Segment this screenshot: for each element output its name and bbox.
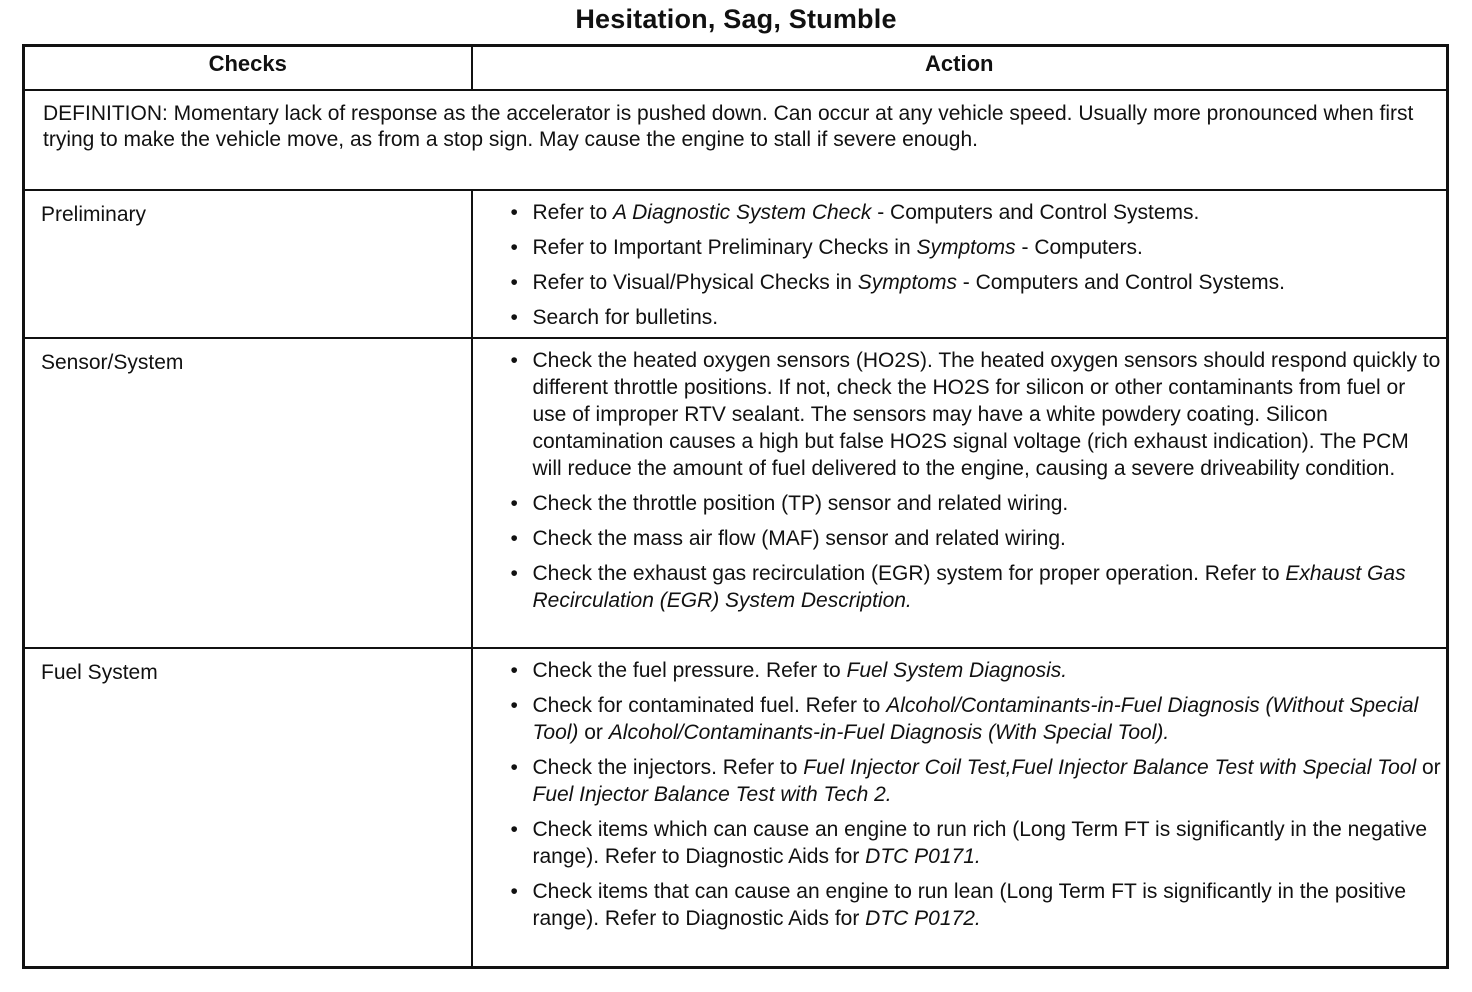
bullet-icon: •	[510, 527, 518, 550]
action-text: - Computers.	[1015, 236, 1143, 259]
bullet-icon: •	[510, 756, 518, 779]
bullet-icon: •	[510, 306, 518, 329]
bullet-icon: •	[510, 562, 518, 585]
check-label-fuel-system: Fuel System	[24, 648, 472, 968]
action-text: Refer to Visual/Physical Checks in	[532, 271, 858, 294]
bullet-icon: •	[510, 880, 518, 903]
checks-column-header: Checks	[24, 46, 472, 91]
action-text: - Computers and Control Systems.	[956, 271, 1285, 294]
action-item	[501, 816, 1443, 870]
action-text: - Computers and Control Systems.	[871, 201, 1200, 224]
bullet-icon: •	[510, 349, 518, 372]
action-text: Check items which can cause an engine to run rich (Long Term FT is significantly in the negative range). Refer to Diagnostic Aids for	[532, 818, 1428, 868]
action-item	[501, 347, 1443, 482]
action-reference-text: DTC P0171.	[865, 845, 981, 868]
action-list	[501, 347, 1443, 614]
action-item	[501, 490, 1443, 517]
table-row-sensor-system	[24, 338, 1448, 648]
definition-row	[24, 90, 1448, 190]
actions-cell-fuel-system	[472, 648, 1448, 968]
action-reference-text: A Diagnostic System Check	[613, 201, 872, 224]
table-row-preliminary	[24, 190, 1448, 338]
action-reference-text: DTC P0172.	[865, 907, 981, 930]
action-item	[501, 269, 1443, 296]
action-item	[501, 657, 1443, 684]
action-text: Check the throttle position (TP) sensor and related wiring.	[532, 492, 1069, 515]
action-reference-text: Fuel Injector Coil Test,Fuel Injector Balance Test with Special Tool	[803, 756, 1417, 779]
header-row	[24, 46, 1448, 91]
page-title: Hesitation, Sag, Stumble	[575, 4, 897, 34]
check-label-preliminary: Preliminary	[24, 190, 472, 338]
action-item	[501, 878, 1443, 932]
action-reference-text: Fuel Injector Balance Test with Tech 2.	[532, 783, 892, 806]
action-text: or	[1416, 756, 1441, 779]
action-item	[501, 525, 1443, 552]
action-item	[501, 560, 1443, 614]
bullet-icon: •	[510, 818, 518, 841]
action-text: Refer to	[532, 201, 614, 224]
action-item	[501, 234, 1443, 261]
action-reference-text: Exhaust Gas Recirculation (EGR) System Description.	[532, 562, 1406, 612]
actions-cell-preliminary	[472, 190, 1448, 338]
diagnostic-table	[22, 44, 1449, 969]
definition-text: DEFINITION: Momentary lack of response as the accelerator is pushed down. Can occur at any vehicle speed. Usually more pronounced when first trying to make the vehicle move, as from a stop sign. May cause the engine to stall if severe enough.	[24, 90, 1448, 190]
table-row-fuel-system	[24, 648, 1448, 968]
bullet-icon: •	[510, 201, 518, 224]
action-reference-text: Symptoms	[857, 271, 957, 294]
bullet-icon: •	[510, 694, 518, 717]
action-list	[501, 199, 1443, 331]
action-item	[501, 304, 1443, 331]
action-reference-text: Symptoms	[916, 236, 1016, 259]
action-list	[501, 657, 1443, 932]
actions-cell-sensor-system	[472, 338, 1448, 648]
action-item	[501, 199, 1443, 226]
action-column-header: Action	[472, 46, 1448, 91]
action-reference-text: Fuel System Diagnosis.	[846, 659, 1068, 682]
action-reference-text: Alcohol/Contaminants-in-Fuel Diagnosis (Without Special Tool)	[532, 694, 1419, 744]
action-text: Refer to Important Preliminary Checks in	[532, 236, 917, 259]
action-item	[501, 692, 1443, 746]
action-text: Search for bulletins.	[532, 306, 719, 329]
action-reference-text: Alcohol/Contaminants-in-Fuel Diagnosis (With Special Tool).	[608, 721, 1170, 744]
action-text: Check items that can cause an engine to run lean (Long Term FT is significantly in the positive range). Refer to Diagnostic Aids for	[532, 880, 1407, 930]
action-item	[501, 754, 1443, 808]
bullet-icon: •	[510, 492, 518, 515]
bullet-icon: •	[510, 271, 518, 294]
action-text: Check the exhaust gas recirculation (EGR) system for proper operation. Refer to	[532, 562, 1286, 585]
check-label-sensor-system: Sensor/System	[24, 338, 472, 648]
action-text: or	[578, 721, 609, 744]
action-text: Check the mass air flow (MAF) sensor and related wiring.	[532, 527, 1066, 550]
bullet-icon: •	[510, 236, 518, 259]
action-text: Check the fuel pressure. Refer to	[532, 659, 847, 682]
action-text: Check for contaminated fuel. Refer to	[532, 694, 887, 717]
action-text: Check the injectors. Refer to	[532, 756, 804, 779]
bullet-icon: •	[510, 659, 518, 682]
action-text: Check the heated oxygen sensors (HO2S). The heated oxygen sensors should respond quickly to different throttle positions. If not, check the HO2S for silicon or other contaminants from fuel or use of improper RTV sealant. The sensors may have a white powdery coating. Silicon contamination causes a high but false HO2S signal voltage (rich exhaust indication). The PCM will reduce the amount of fuel delivered to the engine, causing a severe driveability condition.	[532, 349, 1441, 480]
